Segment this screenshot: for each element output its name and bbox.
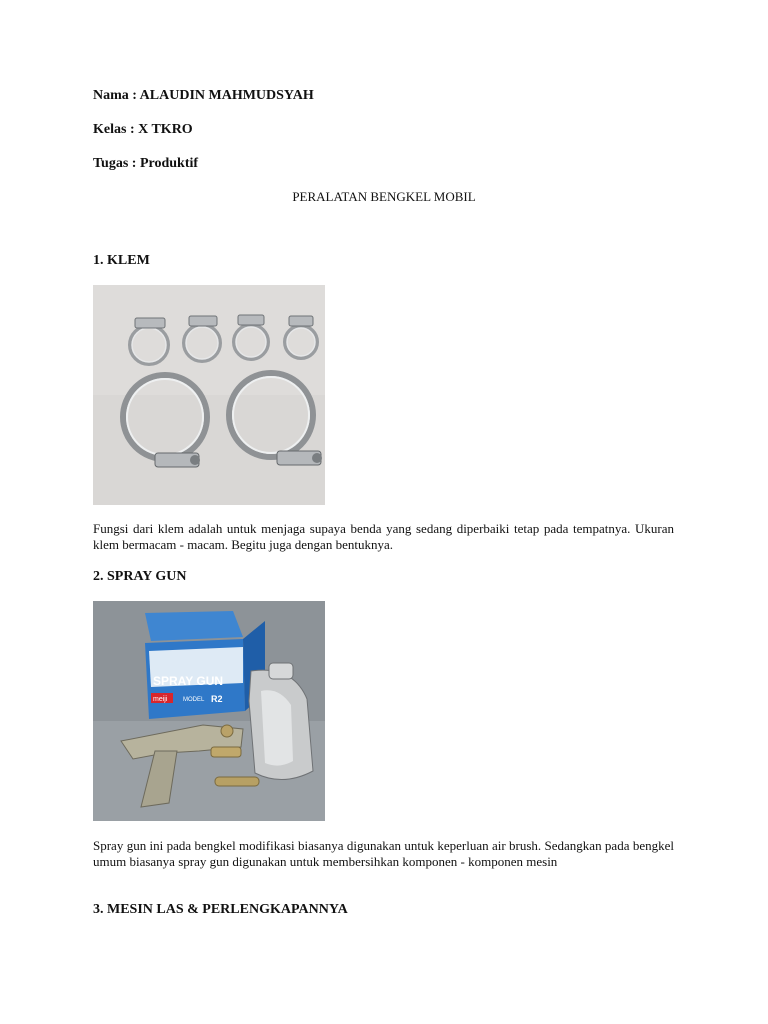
box-brand-text: SPRAY GUN xyxy=(153,674,224,688)
section-heading-klem: 1. KLEM xyxy=(93,253,150,268)
box-model-label: MODEL xyxy=(183,697,205,703)
class-line: Kelas : X TKRO xyxy=(93,122,193,137)
klem-description: Fungsi dari klem adalah untuk menjaga supaya benda yang sedang diperbaiki tetap pada tempatnya. Ukuran klem bermacam - macam. Begitu juga dengan bentuknya. xyxy=(93,521,674,552)
name-line: Nama : ALAUDIN MAHMUDSYAH xyxy=(93,88,314,103)
klem-photo xyxy=(93,285,325,505)
task-line: Tugas : Produktif xyxy=(93,156,199,171)
spray-gun-photo xyxy=(93,601,325,821)
section-heading-mesin-las: 3. MESIN LAS & PERLENGKAPANNYA xyxy=(93,902,348,917)
document-title: PERALATAN BENGKEL MOBIL xyxy=(292,189,476,204)
spray-gun-description: Spray gun ini pada bengkel modifikasi biasanya digunakan untuk keperluan air brush. Sedangkan pada bengkel umum biasanya spray gun digunakan untuk membersihkan komponen - komponen mesin xyxy=(93,838,674,869)
box-model-text: R2 xyxy=(211,694,223,704)
box-maker-text: meiji xyxy=(153,696,168,703)
section-heading-spray-gun: 2. SPRAY GUN xyxy=(93,569,187,584)
